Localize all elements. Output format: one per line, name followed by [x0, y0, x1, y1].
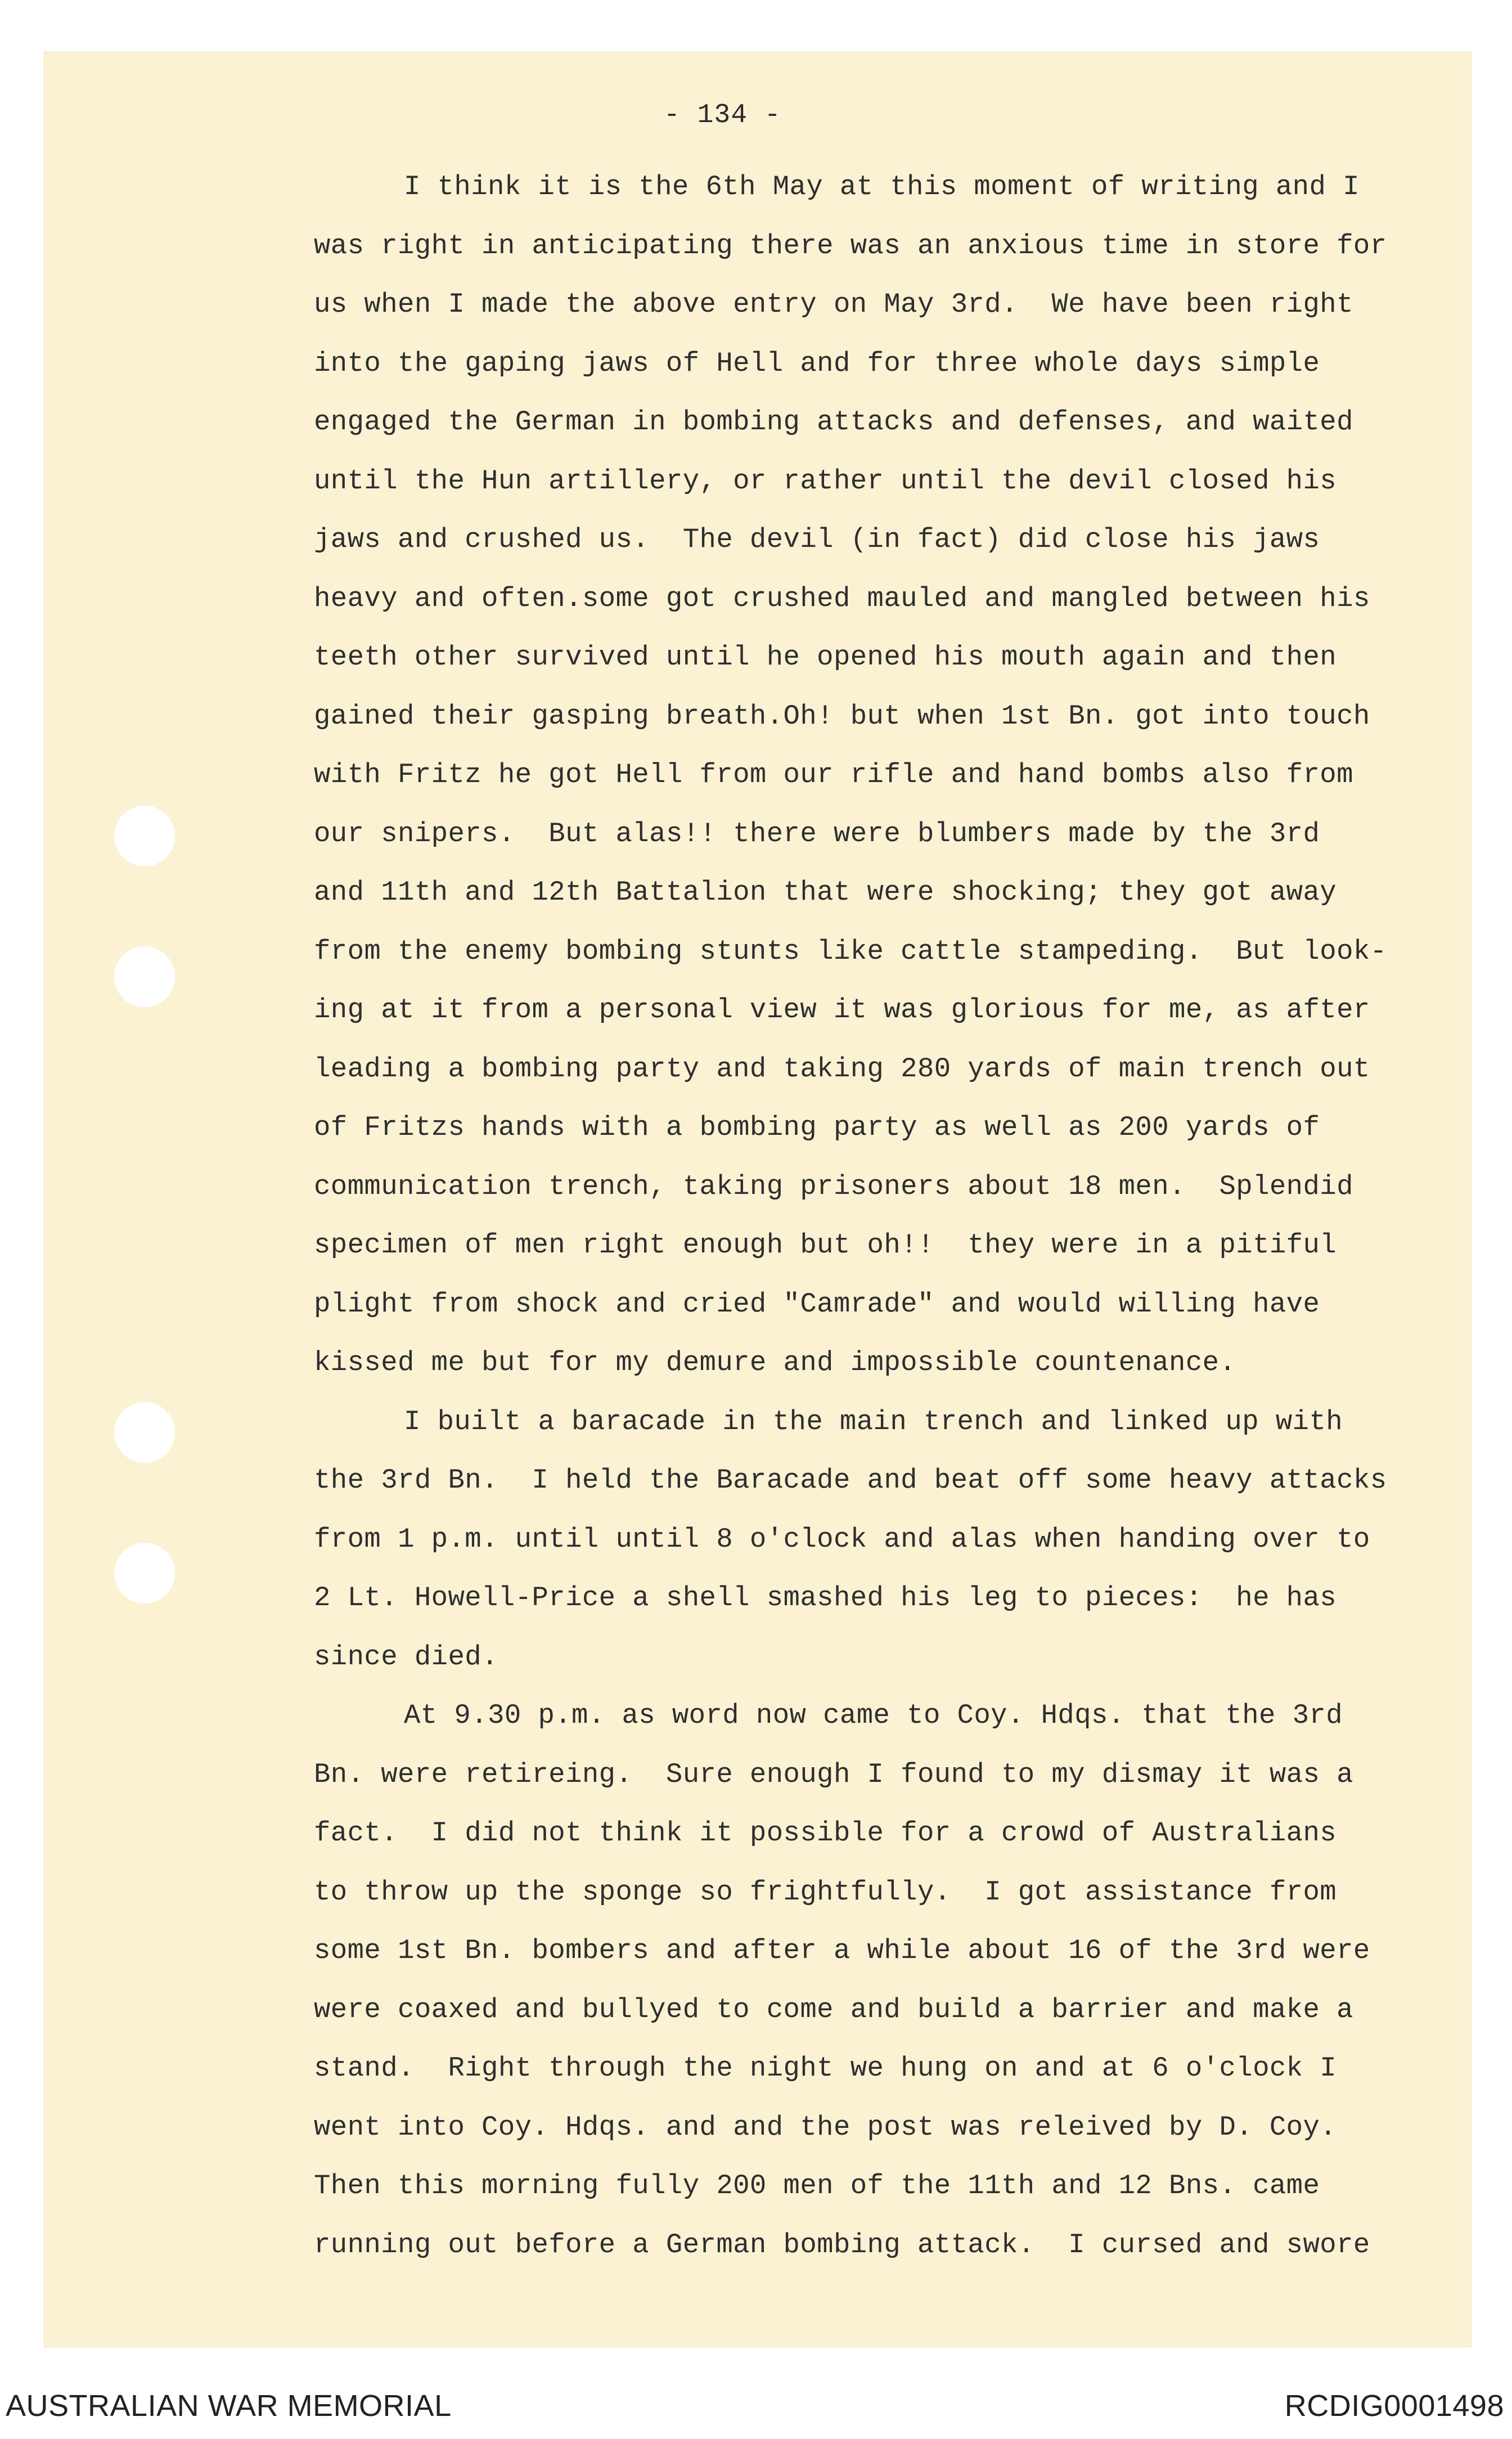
text-line: I built a baracade in the main trench and linked up with [404, 1405, 1343, 1438]
text-line: stand. Right through the night we hung on and at 6 o'clock I [314, 2052, 1337, 2084]
text-line: until the Hun artillery, or rather until the devil closed his [314, 465, 1337, 497]
text-line: ing at it from a personal view it was glorious for me, as after [314, 994, 1370, 1026]
text-line: to throw up the sponge so frightfully. I got assistance from [314, 1876, 1337, 1908]
punch-hole [114, 946, 175, 1007]
footer-institution: AUSTRALIAN WAR MEMORIAL [6, 2389, 452, 2423]
text-line: heavy and often.some got crushed mauled and mangled between his [314, 582, 1370, 614]
text-line: communication trench, taking prisoners about 18 men. Splendid [314, 1170, 1353, 1202]
punch-hole [114, 1543, 175, 1603]
text-line: since died. [314, 1641, 498, 1673]
text-line: our snipers. But alas!! there were blumbers made by the 3rd [314, 818, 1320, 850]
text-line: went into Coy. Hdqs. and and the post was releived by D. Coy. [314, 2111, 1337, 2143]
text-line: of Fritzs hands with a bombing party as well as 200 yards of [314, 1112, 1320, 1143]
text-line: us when I made the above entry on May 3rd. We have been right [314, 289, 1353, 320]
text-line: specimen of men right enough but oh!! they were in a pitiful [314, 1229, 1337, 1261]
text-line: some 1st Bn. bombers and after a while about 16 of the 3rd were [314, 1935, 1370, 1966]
text-line: 2 Lt. Howell-Price a shell smashed his leg to pieces: he has [314, 1582, 1337, 1614]
text-line: plight from shock and cried "Camrade" and would willing have [314, 1288, 1320, 1320]
text-line: engaged the German in bombing attacks and defenses, and waited [314, 406, 1353, 438]
page-number: - 134 - [664, 100, 781, 131]
text-line: jaws and crushed us. The devil (in fact) did close his jaws [314, 524, 1320, 555]
text-line: and 11th and 12th Battalion that were shocking; they got away [314, 877, 1337, 908]
text-line: teeth other survived until he opened his mouth again and then [314, 641, 1337, 673]
text-line: into the gaping jaws of Hell and for three whole days simple [314, 347, 1320, 379]
typed-text-body [314, 158, 1444, 2274]
text-line: from 1 p.m. until until 8 o'clock and alas when handing over to [314, 1523, 1370, 1555]
text-line: from the enemy bombing stunts like cattle stampeding. But look- [314, 935, 1387, 967]
text-line: were coaxed and bullyed to come and build a barrier and make a [314, 1993, 1353, 2025]
footer-record-id: RCDIG0001498 [1284, 2389, 1504, 2423]
text-line: Bn. were retireing. Sure enough I found to my dismay it was a [314, 1758, 1353, 1790]
text-line: the 3rd Bn. I held the Baracade and beat off some heavy attacks [314, 1465, 1387, 1496]
text-line: leading a bombing party and taking 280 yards of main trench out [314, 1053, 1370, 1085]
punch-hole [114, 1402, 175, 1463]
text-line: kissed me but for my demure and impossible countenance. [314, 1347, 1236, 1378]
punch-hole [114, 806, 175, 866]
text-line: Then this morning fully 200 men of the 11th and 12 Bns. came [314, 2170, 1320, 2202]
text-line: fact. I did not think it possible for a crowd of Australians [314, 1817, 1337, 1849]
text-line: running out before a German bombing attack. I cursed and swore [314, 2229, 1370, 2261]
text-line: At 9.30 p.m. as word now came to Coy. Hdqs. that the 3rd [404, 1700, 1343, 1731]
text-line: gained their gasping breath.Oh! but when 1st Bn. got into touch [314, 700, 1370, 732]
text-line: with Fritz he got Hell from our rifle and hand bombs also from [314, 759, 1353, 790]
text-line: was right in anticipating there was an anxious time in store for [314, 230, 1387, 262]
text-line: I think it is the 6th May at this moment of writing and I [404, 171, 1360, 203]
